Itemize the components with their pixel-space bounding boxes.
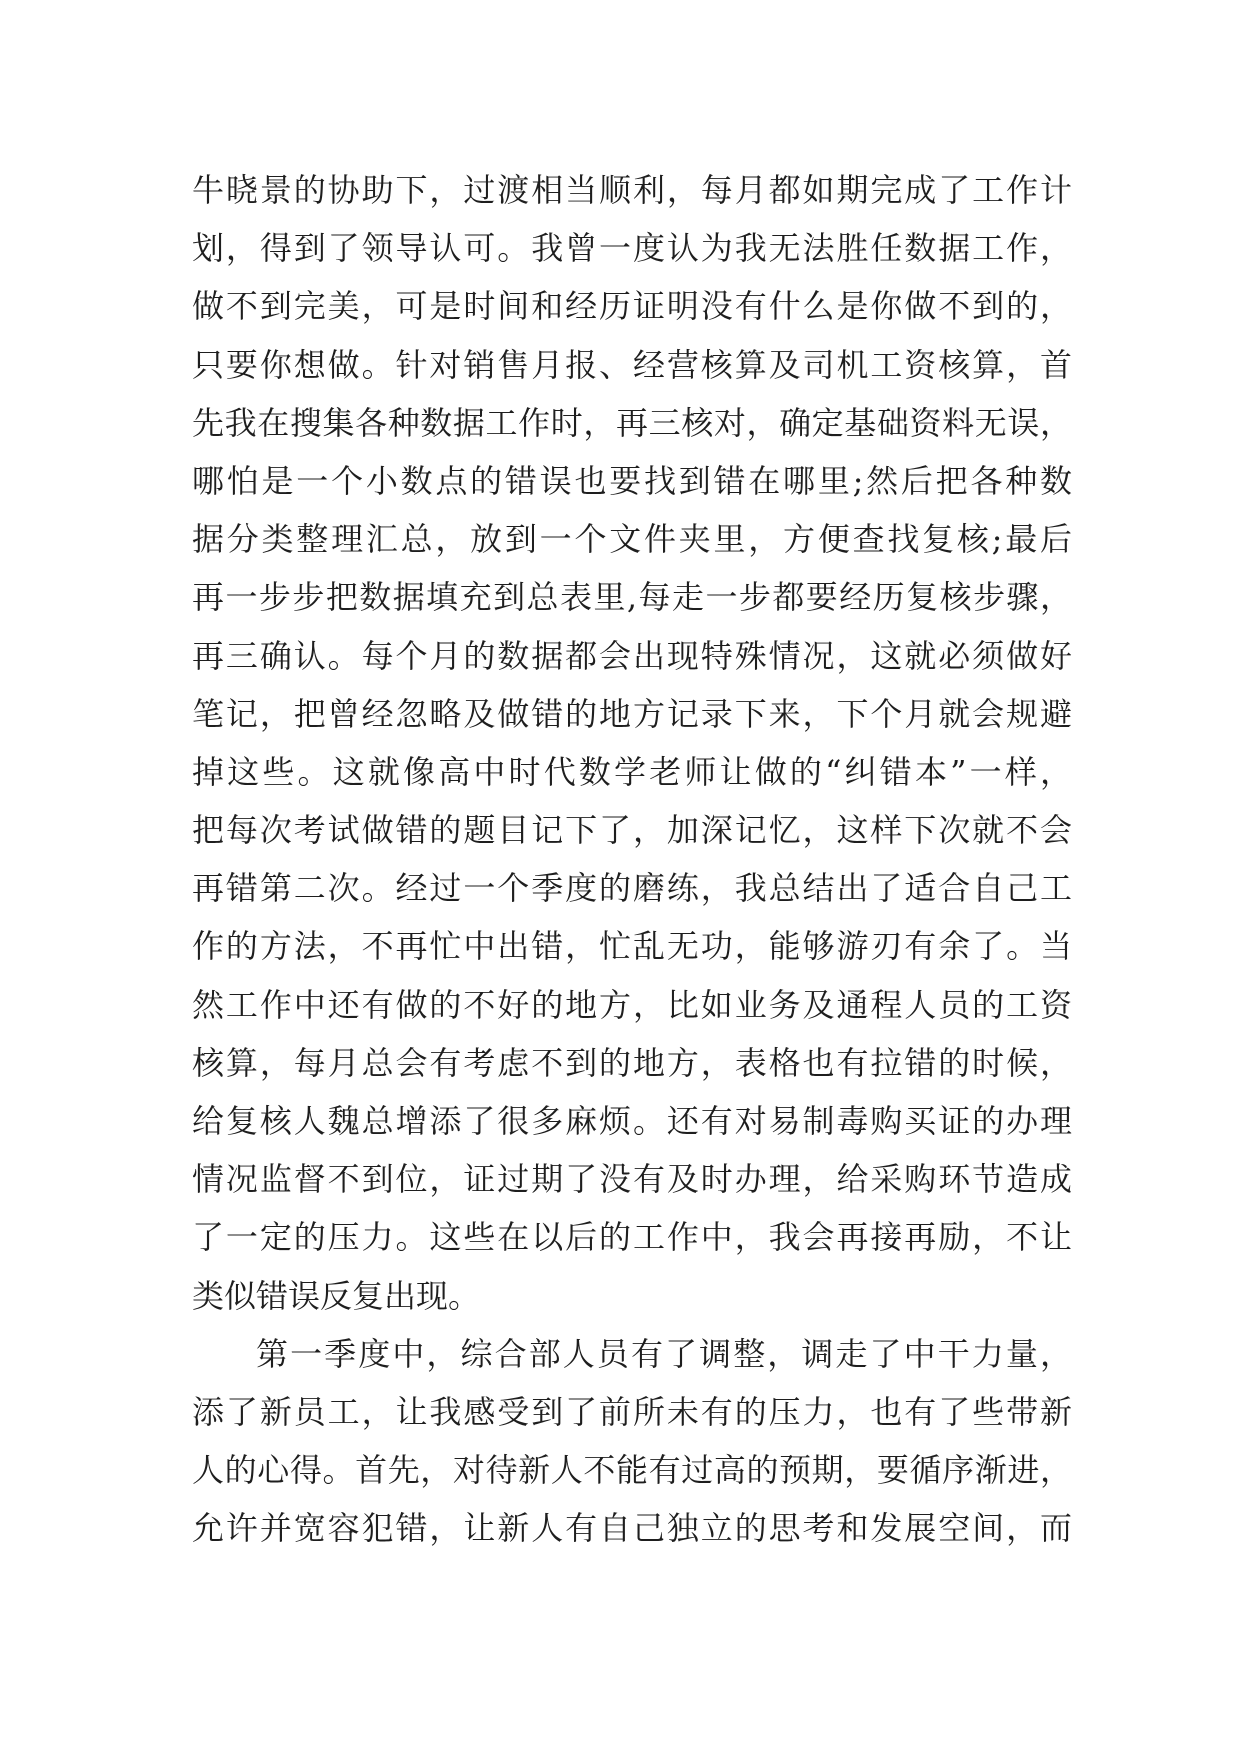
text-line: 再三确认。每个月的数据都会出现特殊情况，这就必须做好 — [192, 636, 1072, 675]
text-line: 牛晓景的协助下，过渡相当顺利，每月都如期完成了工作计 — [192, 171, 1072, 209]
text-line: 哪怕是一个小数点的错误也要找到错在哪里;然后把各种数 — [192, 461, 1072, 500]
body-text — [192, 161, 1072, 1558]
text-line: 做不到完美，可是时间和经历证明没有什么是你做不到的， — [192, 287, 1072, 326]
text-line: 再错第二次。经过一个季度的磨练，我总结出了适合自己工 — [192, 869, 1072, 908]
text-line: 划，得到了领导认可。我曾一度认为我无法胜任数据工作， — [192, 229, 1072, 268]
paragraph-start-line: 第一季度中，综合部人员有了调整，调走了中干力量， — [256, 1334, 1072, 1373]
text-line: 只要你想做。针对销售月报、经营核算及司机工资核算，首 — [192, 345, 1072, 384]
text-line: 添了新员工，让我感受到了前所未有的压力，也有了些带新 — [192, 1392, 1072, 1431]
text-line: 作的方法，不再忙中出错，忙乱无功，能够游刃有余了。当 — [192, 927, 1072, 966]
text-line: 给复核人魏总增添了很多麻烦。还有对易制毒购买证的办理 — [192, 1102, 1072, 1140]
text-line: 再一步步把数据填充到总表里,每走一步都要经历复核步骤， — [192, 578, 1072, 617]
text-line: 先我在搜集各种数据工作时，再三核对，确定基础资料无误， — [192, 403, 1072, 442]
text-line: 掉这些。这就像高中时代数学老师让做的“纠错本”一样， — [192, 752, 1072, 791]
text-line: 核算，每月总会有考虑不到的地方，表格也有拉错的时候， — [192, 1043, 1072, 1082]
text-line: 把每次考试做错的题目记下了，加深记忆，这样下次就不会 — [192, 811, 1072, 850]
text-line: 然工作中还有做的不好的地方，比如业务及通程人员的工资 — [192, 985, 1072, 1024]
text-line: 情况监督不到位，证过期了没有及时办理，给采购环节造成 — [192, 1160, 1072, 1199]
text-line: 允许并宽容犯错，让新人有自己独立的思考和发展空间，而 — [192, 1509, 1072, 1548]
text-line: 据分类整理汇总，放到一个文件夹里，方便查找复核;最后 — [192, 520, 1072, 559]
text-line: 人的心得。首先，对待新人不能有过高的预期，要循序渐进， — [192, 1451, 1072, 1490]
paragraph-end-line: 类似错误反复出现。 — [192, 1276, 481, 1315]
text-line: 了一定的压力。这些在以后的工作中，我会再接再励，不让 — [192, 1218, 1072, 1257]
text-line: 笔记，把曾经忽略及做错的地方记录下来，下个月就会规避 — [192, 694, 1072, 733]
